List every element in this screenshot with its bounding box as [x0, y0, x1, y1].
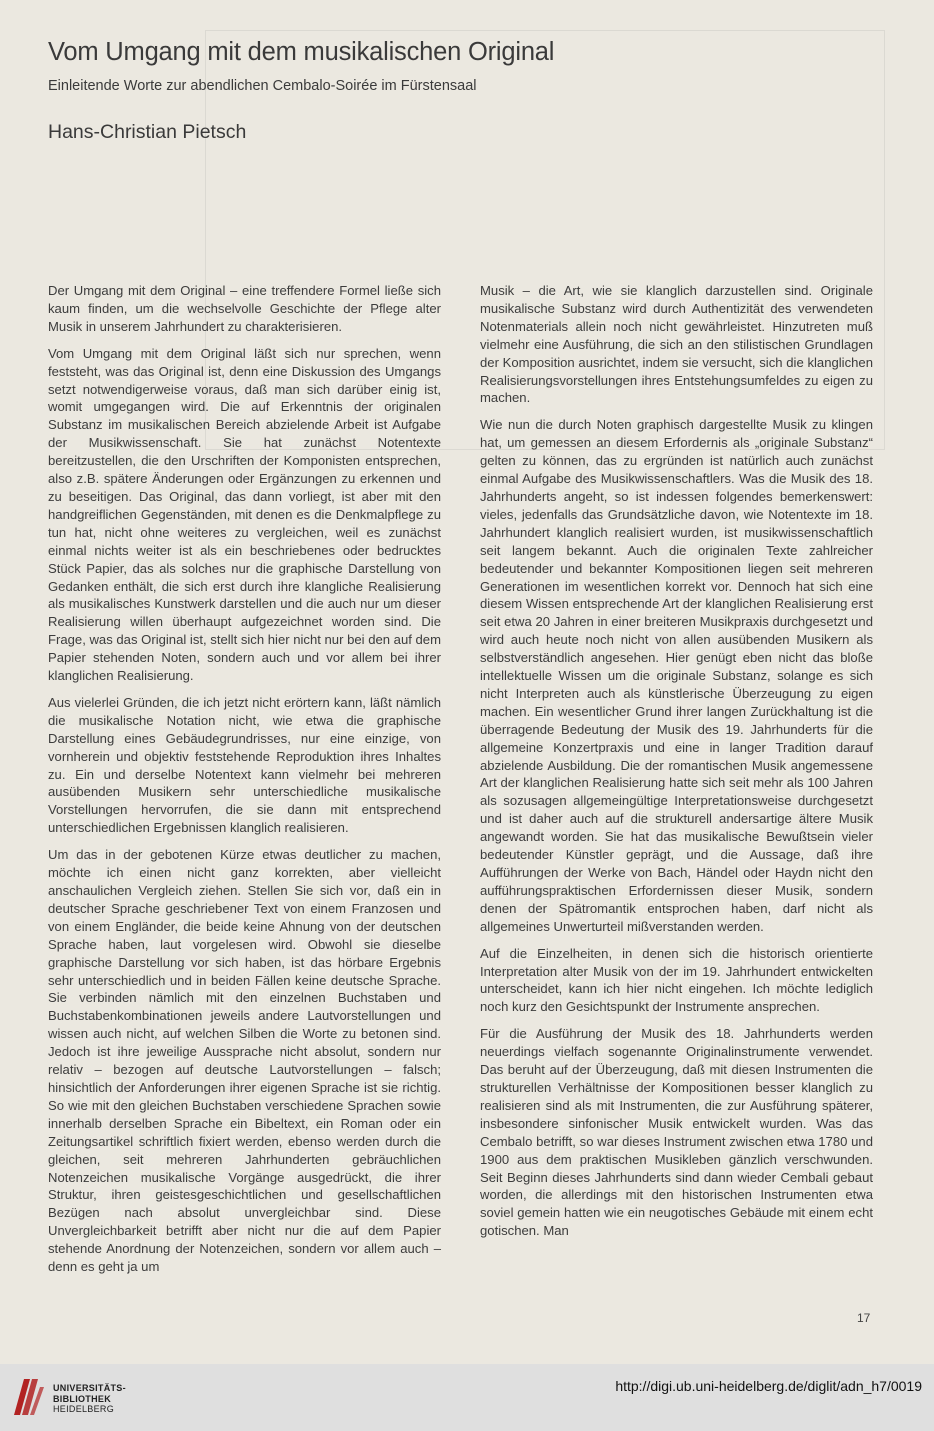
- paragraph: Um das in der gebotenen Kürze etwas deutlicher zu machen, möchte ich einen nicht ganz korrekten, aber vielleicht anschaulichen Vergleich ziehen. Stellen Sie sich vor, daß ein in deutscher Sprache geschriebener Text von einem Franzosen und von einem Engländer, die beide keine Ahnung von der deutschen Sprache haben, laut vorgelesen wird. Obwohl sie dieselbe graphische Darstellung vor sich haben, ist das hörbare Ergebnis sehr unterschiedlich und in beiden Fällen keine deutsche Sprache. Sie verbinden nämlich mit den einzelnen Buchstaben und Buchstabenkombinationen jeweils andere Lautvorstellungen und wissen auch nicht, auf welchen Silben die Worte zu betonen sind. Jedoch ist ihre jeweilige Aussprache nicht absolut, sondern nur relativ – bezogen auf deutsche Lautvorstellungen – falsch; hinsichtlich der Anforderungen ihrer eigenen Sprache ist sie richtig. So wie mit den gleichen Buchstaben verschiedene Sprachen sowie innerhalb derselben Sprache ein Bibeltext, ein Roman oder ein Zeitungsartikel schriftlich fixiert werden, ebenso werden durch die gleichen, seit mehreren Jahrhunderten gebräuchlichen Notenzeichen musikalische Vorgänge ausgedrückt, die ihrer Struktur, ihren geistesgeschichtlichen und gesellschaftlichen Bezügen nach absolut unvergleichbar sind. Diese Unvergleichbarkeit betrifft aber nicht nur die auf dem Papier stehende Anordnung der Notenzeichen, sondern vor allem auch – denn es geht ja um: [48, 847, 441, 1275]
- logo-line: BIBLIOTHEK: [53, 1393, 111, 1404]
- paragraph: Wie nun die durch Noten graphisch dargestellte Musik zu klingen hat, um gemessen an diesem Erfordernis als „originale Substanz“ gelten zu können, das zu ergründen ist natürlich auch zunächst einmal Aufgabe des Musikwissenschaftlers. Was die Musik des 18. Jahrhunderts angeht, so ist indessen folgendes bemerkenswert: vieles, jedenfalls das Grundsätzliche davon, wie Notentexte im 18. Jahrhundert klanglich realisiert wurden, ist musikwissenschaftlich seit langem bekannt. Auch die originalen Texte zahlreicher bedeutender und bekannter Kompositionen liegen seit mehreren Generationen im wesentlichen korrekt vor. Dennoch hat sich eine diesem Wissen entsprechende Art der klanglichen Realisierung erst seit etwa 20 Jahren in einer breiteren Musikpraxis durchgesetzt und wird auch heute noch nicht von allen ausübenden Musikern als selbstverständlich angesehen. Hier genügt eben nicht das bloße intellektuelle Wissen um die originale Substanz, solange es sich nicht Interpreten auch als künstlerische Überzeugung zu eigen machen. Ein wesentlicher Grund ihrer langen Zurückhaltung ist die überragende Bedeutung der Musik des 19. Jahrhunderts für die allgemeine Konzertpraxis und eine in langer Tradition darauf abzielende Ausbildung. Die der romantischen Musik angemessene Art der klanglichen Realisierung hatte sich seit mehr als 100 Jahren als sozusagen allgemeingültige Interpretationsweise durchgesetzt und ist daher auch auf die strukturell andersartige ältere Musik angewandt worden. Sie hat das musikalische Bewußtsein vieler bedeutender Künstler geprägt, und die Aussage, daß ihre Aufführungen der Werke von Bach, Händel oder Haydn nicht den aufführungspraktischen Erfordernissen dieser Musik, sondern denen der Spätromantik entsprochen haben, darf nicht als allgemeines Unwerturteil mißverstanden werden.: [480, 417, 873, 934]
- article-subtitle: Einleitende Worte zur abendlichen Cembalo-Soirée im Fürstensaal: [48, 78, 477, 94]
- page-number: 17: [857, 1311, 871, 1325]
- source-url-link[interactable]: http://digi.ub.uni-heidelberg.de/diglit/adn_h7/0019: [615, 1378, 922, 1394]
- university-library-logo-icon: [10, 1375, 46, 1419]
- paragraph: Musik – die Art, wie sie klanglich darzustellen sind. Originale musikalische Substanz wird durch Authentizität des verwendeten Notenmaterials allein noch nicht gewährleistet. Hinzutreten muß vielmehr eine Ausführung, die sich an den stilistischen Grundlagen der Komposition ausrichtet, indem sie versucht, sich die klanglichen Realisierungsvorstellungen ihres Entstehungsumfeldes zu eigen zu machen.: [480, 283, 873, 406]
- logo-line: HEIDELBERG: [53, 1404, 115, 1414]
- text-column-left: [48, 282, 441, 1285]
- text-column-right: [480, 282, 873, 1249]
- article-title: Vom Umgang mit dem musikalischen Original: [48, 38, 555, 66]
- paragraph: Vom Umgang mit dem Original läßt sich nur sprechen, wenn feststeht, was das Original ist, denn eine Diskussion des Umgangs setzt notwendigerweise voraus, daß man sich darüber einig ist, womit umgegangen wird. Die auf Erkenntnis der originalen Substanz im musikalischen Bereich abzielende Arbeit ist Aufgabe der Musikwissenschaft. Sie hat zunächst Notentexte bereitzustellen, die den Urschriften der Komponisten entsprechen, also z.B. spätere Änderungen oder Ergänzungen zu erkennen und zu beseitigen. Das Original, das dann vorliegt, ist aber mit den handgreiflichen Gegenständen, mit denen es die Denkmalpflege zu tun hat, nicht ohne weiteres zu vergleichen, weil es zunächst einmal nichts weiter ist als ein beschriebenes oder bedrucktes Stück Papier, das als solches nur die graphische Darstellung von Gedanken enthält, die sich erst durch ihre klangliche Realisierung als musikalisches Kunstwerk darstellen und die auch nur um dieser Realisierung willen überhaupt aufgezeichnet worden sind. Die Frage, was das Original ist, stellt sich hier nicht nur bei den auf dem Papier stehenden Noten, sondern auch und vor allem bei ihrer klanglichen Realisierung.: [48, 345, 441, 684]
- logo-line: UNIVERSITÄTS-: [53, 1383, 126, 1393]
- paragraph: Aus vielerlei Gründen, die ich jetzt nicht erörtern kann, läßt nämlich die musikalische Notation nicht, wie etwa die graphische Darstellung eines Gebäudegrundrisses, nur eine einzige, von vornherein und objektiv feststehende Reproduktion ihres Inhaltes zu. Ein und derselbe Notentext kann vielmehr bei mehreren ausübenden Musikern sehr unterschiedliche musikalische Vorstellungen hervorrufen, die sie dann mit entsprechend unterschiedlichen Ergebnissen klanglich realisieren.: [48, 694, 441, 836]
- article-author: Hans-Christian Pietsch: [48, 121, 247, 143]
- paragraph: Für die Ausführung der Musik des 18. Jahrhunderts werden neuerdings vielfach sogenannte Originalinstrumente verwendet. Das beruht auf der Überzeugung, daß mit diesen Instrumenten die strukturellen Verhältnisse der Kompositionen besser klanglich zu realisieren sind als mit Instrumenten, die zur Ausführung späterer, insbesondere sinfonischer Musik entwickelt wurden. Was das Cembalo betrifft, so war dieses Instrument zwischen etwa 1780 und 1900 aus dem praktischen Musikleben gänzlich verschwunden. Seit Beginn dieses Jahrhunderts sind dann wieder Cembali gebaut worden, die allerdings mit den historischen Instrumenten etwa soviel gemein hatten wie ein neugotisches Gebäude mit einem echt gotischen. Man: [480, 1026, 873, 1239]
- library-logo-text[interactable]: [53, 1383, 126, 1415]
- digitization-footer: [0, 1364, 934, 1431]
- paragraph: Der Umgang mit dem Original – eine treffendere Formel ließe sich kaum finden, um die wechselvolle Geschichte der Pflege alter Musik in unserem Jahrhundert zu charakterisieren.: [48, 283, 441, 334]
- paragraph: Auf die Einzelheiten, in denen sich die historisch orientierte Interpretation alter Musik von der im 19. Jahrhundert entwickelten unterscheidet, kann ich hier nicht eingehen. Ich möchte lediglich noch kurz den Gesichtspunkt der Instrumente ansprechen.: [480, 945, 873, 1015]
